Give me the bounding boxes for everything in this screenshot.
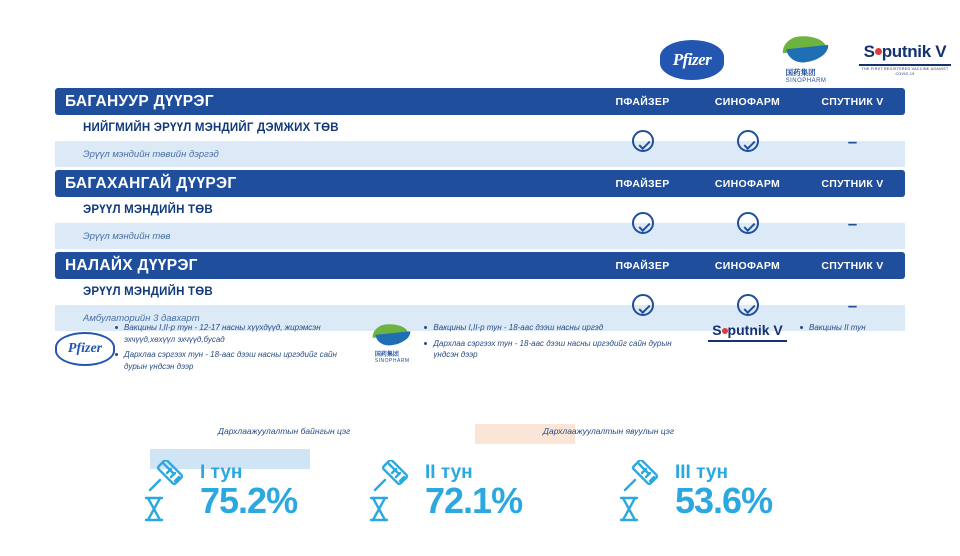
legend-item: Вакцины II тун bbox=[800, 322, 866, 334]
mark-pfizer bbox=[590, 115, 695, 167]
stat-text bbox=[425, 463, 522, 520]
swatch-permanent bbox=[150, 424, 350, 438]
pfizer-wordmark: Pfizer bbox=[672, 50, 712, 69]
facility-marks bbox=[590, 197, 905, 249]
stat-dose-2 bbox=[365, 460, 522, 522]
stat-dose-label: II тун bbox=[425, 461, 473, 483]
sinopharm-logo bbox=[770, 34, 842, 88]
dash-icon: – bbox=[847, 131, 858, 151]
sinopharm-en: SINOPHARM bbox=[374, 358, 410, 365]
legend-item: Вакцины I,II-р тун - 18-аас дээш насны иргэд bbox=[424, 322, 680, 334]
swatch-label: Дархлаажуулалтын явуулын цэг bbox=[543, 426, 675, 436]
sinopharm-text bbox=[375, 349, 410, 364]
district-group bbox=[55, 252, 905, 331]
check-icon bbox=[737, 130, 759, 152]
sputnik-dot-icon bbox=[722, 328, 728, 334]
sputnik-tagline: THE FIRST REGISTERED VACCINE AGAINST COVID-19 bbox=[861, 67, 949, 77]
dash-icon: – bbox=[847, 295, 858, 315]
legend-sinopharm-list bbox=[424, 322, 680, 365]
sinopharm-cn: 国药集团 bbox=[785, 68, 816, 77]
stat-percent: 75.2% bbox=[200, 479, 298, 521]
sputnik-wordmark: S putnik V bbox=[863, 42, 947, 61]
district-name: БАГАХАНГАЙ ДҮҮРЭГ bbox=[65, 174, 237, 192]
mark-sinopharm bbox=[695, 197, 800, 249]
legend-sputnik bbox=[695, 322, 925, 342]
facility-name: ЭРҮҮЛ МЭНДИЙН ТӨВ bbox=[55, 279, 590, 305]
column-header-sinopharm: СИНОФАРМ bbox=[714, 259, 781, 272]
vaccine-legend bbox=[55, 322, 925, 394]
facility-location: Амбулаторийн 3 давхарт bbox=[55, 305, 590, 331]
sputnik-rule bbox=[859, 64, 951, 66]
district-group bbox=[55, 170, 905, 249]
sinopharm-text bbox=[786, 67, 827, 84]
stat-dose-label: III тун bbox=[675, 461, 728, 483]
stat-percent: 53.6% bbox=[675, 479, 773, 521]
facility-location: Эрүүл мэндийн төв bbox=[55, 223, 590, 249]
sputnik-logo bbox=[855, 42, 955, 77]
facility-labels bbox=[55, 115, 590, 167]
check-icon bbox=[737, 294, 759, 316]
facility-name: ЭРҮҮЛ МЭНДИЙН ТӨВ bbox=[55, 197, 590, 223]
district-name: БАГАНУУР ДҮҮРЭГ bbox=[65, 92, 214, 110]
stat-dose-label: I тун bbox=[200, 461, 243, 483]
swatch-legend bbox=[150, 424, 850, 444]
check-icon bbox=[632, 130, 654, 152]
column-header-pfizer: ПФАЙЗЕР bbox=[615, 95, 670, 108]
syringe-hourglass-icon bbox=[140, 460, 196, 522]
sinopharm-mark-icon bbox=[369, 322, 415, 348]
legend-pfizer-logo bbox=[55, 322, 115, 376]
column-header-sinopharm: СИНОФАРМ bbox=[714, 95, 781, 108]
legend-sinopharm-logo bbox=[360, 322, 424, 365]
swatch-label: Дархлаажуулалтын байнгын цэг bbox=[218, 426, 351, 436]
legend-pfizer bbox=[55, 322, 355, 376]
column-header-sputnik: СПУТНИК V bbox=[821, 95, 884, 108]
facility-block bbox=[55, 197, 905, 249]
sputnik-rule bbox=[708, 340, 787, 342]
facility-labels bbox=[55, 197, 590, 249]
legend-sputnik-list bbox=[800, 322, 866, 342]
facility-marks bbox=[590, 115, 905, 167]
district-name: НАЛАЙХ ДҮҮРЭГ bbox=[65, 256, 198, 274]
column-header-sputnik: СПУТНИК V bbox=[821, 177, 884, 190]
sinopharm-cn: 国药集团 bbox=[374, 352, 399, 359]
legend-item: Дархлаа сэргээх тун - 18-аас дээш насны иргэдийг сайн дурын үндсэн дээр bbox=[424, 338, 680, 361]
sputnik-dot-icon bbox=[875, 48, 882, 55]
legend-pfizer-list bbox=[115, 322, 355, 376]
stat-dose-3 bbox=[615, 460, 772, 522]
swatch-mobile bbox=[475, 424, 674, 438]
stat-text bbox=[675, 463, 772, 520]
sputnik-wordmark: S putnik V bbox=[712, 322, 783, 338]
mark-sinopharm bbox=[695, 115, 800, 167]
mark-sputnik bbox=[800, 115, 905, 167]
pfizer-logo bbox=[660, 40, 724, 80]
district-group bbox=[55, 88, 905, 167]
vaccination-sites-table bbox=[55, 88, 905, 334]
facility-block bbox=[55, 115, 905, 167]
column-header-pfizer: ПФАЙЗЕР bbox=[615, 259, 670, 272]
sinopharm-mark-icon bbox=[778, 34, 834, 66]
facility-name: НИЙГМИЙН ЭРҮҮЛ МЭНДИЙГ ДЭМЖИХ ТӨВ bbox=[55, 115, 590, 141]
check-icon bbox=[632, 212, 654, 234]
legend-sputnik-logo bbox=[695, 322, 800, 342]
district-header-row bbox=[55, 170, 905, 197]
check-icon bbox=[737, 212, 759, 234]
mark-sputnik bbox=[800, 197, 905, 249]
stat-text bbox=[200, 463, 297, 520]
column-header-sputnik: СПУТНИК V bbox=[821, 259, 884, 272]
legend-item: Дархлаа сэргээх тун - 18-аас дээш насны иргэдийг сайн дурын үндсэн дээр bbox=[115, 349, 355, 372]
legend-sinopharm bbox=[360, 322, 680, 365]
column-header-sinopharm: СИНОФАРМ bbox=[714, 177, 781, 190]
check-icon bbox=[632, 294, 654, 316]
coverage-stats bbox=[110, 450, 870, 540]
syringe-hourglass-icon bbox=[365, 460, 421, 522]
column-header-pfizer: ПФАЙЗЕР bbox=[615, 177, 670, 190]
facility-location: Эрүүл мэндийн төвийн дэргэд bbox=[55, 141, 590, 167]
district-header-row bbox=[55, 88, 905, 115]
pfizer-wordmark: Pfizer bbox=[67, 341, 103, 357]
legend-item: Вакцины I,II-р тун - 12-17 насны хүүхдүүд, жирэмсэн эхчүүд,хөхүүл эхчүүд,бусад bbox=[115, 322, 355, 345]
syringe-hourglass-icon bbox=[615, 460, 671, 522]
sinopharm-en: SINOPHARM bbox=[785, 78, 827, 84]
mark-pfizer bbox=[590, 197, 695, 249]
brand-logo-row bbox=[640, 34, 949, 90]
stat-dose-1 bbox=[140, 460, 297, 522]
district-header-row bbox=[55, 252, 905, 279]
dash-icon: – bbox=[847, 213, 858, 233]
stat-percent: 72.1% bbox=[425, 479, 523, 521]
